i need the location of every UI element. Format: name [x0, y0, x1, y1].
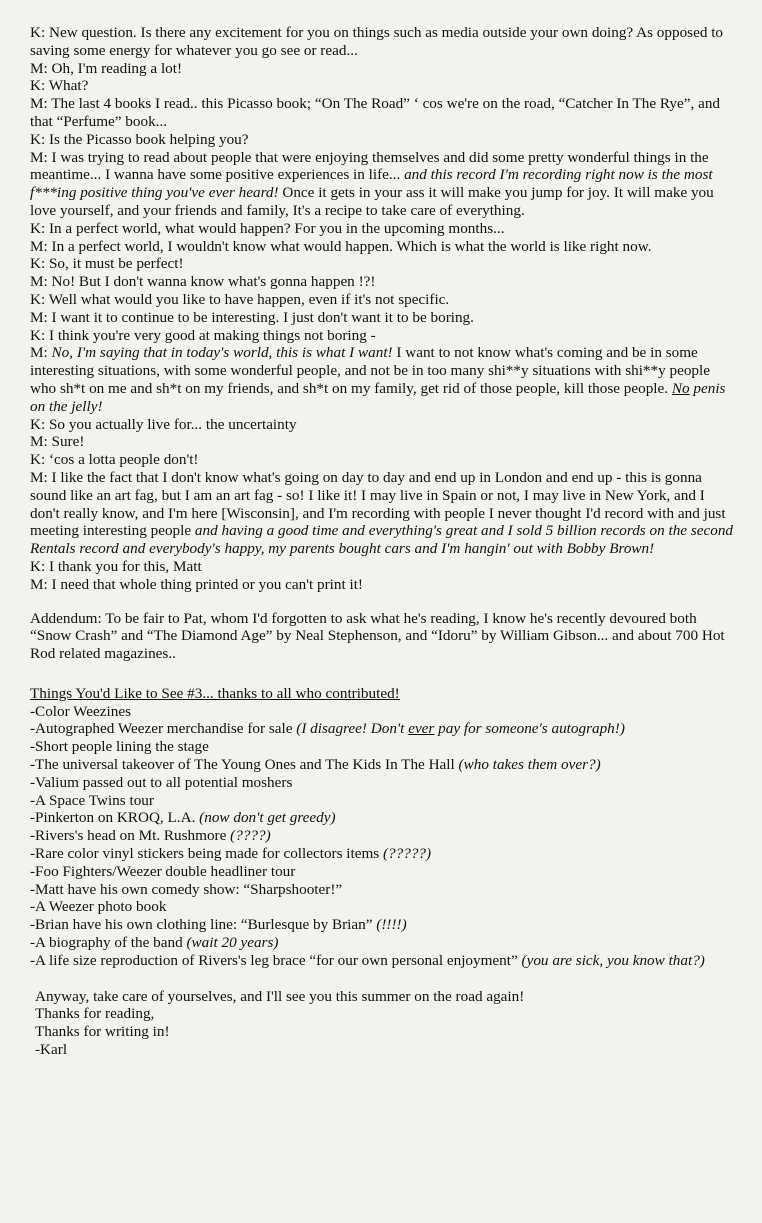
interview-line: [30, 469, 734, 558]
text-segment: -Autographed Weezer merchandise for sale: [30, 720, 297, 738]
signature: -Karl: [35, 1041, 68, 1059]
text-segment: -Brian have his own clothing line: “Burlesque by Brian”: [30, 916, 377, 934]
things-list-item: [30, 774, 734, 792]
text-segment: (who takes them over?): [458, 756, 601, 774]
things-list-item: [30, 898, 734, 916]
text-segment: K: ‘cos a lotta people don't!: [30, 451, 199, 469]
things-list-item: [30, 792, 734, 810]
text-segment: -A biography of the band: [30, 934, 187, 952]
text-segment: (you are sick, you know that?): [521, 951, 705, 969]
text-segment: -The universal takeover of The Young Ones and The Kids In The Hall: [30, 756, 459, 774]
text-segment: Once it gets in your ass it will make you jump for joy. It will make you love yourself, and your friends and family, It's a recipe to take care of everything.: [30, 184, 714, 219]
text-segment: K: Well what would you like to have happen, even if it's not specific.: [30, 290, 450, 308]
text-segment: M:: [30, 344, 52, 362]
text-segment: -Short people lining the stage: [30, 738, 209, 756]
text-segment: (now don't get greedy): [199, 809, 336, 827]
text-segment: M: Sure!: [30, 433, 85, 451]
things-list-item: [30, 916, 734, 934]
interview-line: [30, 451, 734, 469]
interview-transcript: [30, 24, 734, 594]
text-segment: and having a good time and everything's great and I sold 5 billion records on the second Rentals record and everybody's happy, my parents bought cars and I'm hangin' out with Bobby Brown!: [30, 522, 734, 558]
text-segment: (????): [230, 827, 271, 845]
interview-line: [30, 327, 734, 345]
closing-line: Thanks for reading,: [35, 1005, 155, 1023]
text-segment: (!!!!): [376, 916, 407, 934]
text-segment: -A life size reproduction of Rivers's leg brace “for our own personal enjoyment”: [30, 951, 522, 969]
text-segment: K: New question. Is there any excitement for you on things such as media outside your own doing? As opposed to saving some energy for whatever you go see or read...: [30, 24, 724, 59]
interview-line: [30, 433, 734, 451]
text-segment: penis on the jelly!: [30, 379, 726, 415]
things-list-item: [30, 738, 734, 756]
text-segment: K: In a perfect world, what would happen? For you in the upcoming months...: [30, 219, 505, 237]
interview-line: [30, 416, 734, 434]
things-list-item: [30, 809, 734, 827]
things-list-item: [30, 881, 734, 899]
text-segment: (wait 20 years): [186, 934, 279, 952]
text-segment: No, I'm saying that in today's world, this is what I want!: [51, 344, 393, 362]
interview-line: [30, 344, 734, 415]
interview-line: [30, 273, 734, 291]
text-segment: M: Oh, I'm reading a lot!: [30, 59, 183, 77]
text-segment: -Pinkerton on KROQ, L.A.: [30, 809, 200, 827]
text-segment: -Matt have his own comedy show: “Sharpshooter!”: [30, 880, 343, 898]
text-segment: No: [671, 379, 690, 397]
text-segment: M: The last 4 books I read.. this Picasso book; “On The Road” ‘ cos we're on the road, “Catcher In The Rye”, and that “Perfume” book...: [30, 95, 721, 130]
addendum-paragraph: Addendum: To be fair to Pat, whom I'd forgotten to ask what he's reading, I know he's recently devoured both “Snow Crash” and “The Diamond Age” by Neal Stephenson, and “Idoru” by William Gibson... and about 700 Hot Rod related magazines..: [30, 609, 725, 663]
things-list-item: [30, 720, 734, 738]
interview-line: [30, 576, 734, 594]
text-segment: K: I thank you for this, Matt: [30, 557, 202, 575]
things-list-item: [30, 827, 734, 845]
interview-line: [30, 309, 734, 327]
text-segment: M: In a perfect world, I wouldn't know what would happen. Which is what the world is like right now.: [30, 237, 652, 255]
text-segment: (I disagree! Don't: [296, 720, 409, 738]
things-list-item: [30, 863, 734, 881]
things-list-item: [30, 845, 734, 863]
things-list-title: Things You'd Like to See #3... thanks to all who contributed!: [30, 684, 400, 702]
closing-block: [30, 988, 734, 1059]
interview-line: [30, 77, 734, 95]
text-segment: I want to not know what's coming and be in some interesting situations, with some wonderful people, and not be in too many shi**y situations with shi**y people who sh*t on me and sh*t on my friends, and sh*t on my family, get rid of those people, kill those people.: [30, 344, 710, 397]
interview-line: [30, 255, 734, 273]
text-segment: M: I need that whole thing printed or you can't print it!: [30, 575, 363, 593]
text-segment: (?????): [383, 845, 432, 863]
text-segment: K: Is the Picasso book helping you?: [30, 130, 249, 148]
interview-line: [30, 149, 734, 220]
things-list-item: [30, 756, 734, 774]
interview-line: [30, 95, 734, 131]
text-segment: K: I think you're very good at making things not boring -: [30, 326, 376, 344]
text-segment: -Rivers's head on Mt. Rushmore: [30, 827, 231, 845]
interview-line: [30, 60, 734, 78]
interview-line: [30, 238, 734, 256]
interview-line: [30, 220, 734, 238]
things-list: [30, 703, 734, 970]
text-segment: -A Space Twins tour: [30, 791, 154, 809]
text-segment: ever: [408, 720, 435, 738]
text-segment: M: No! But I don't wanna know what's gonna happen !?!: [30, 273, 376, 291]
interview-line: [30, 131, 734, 149]
closing-line: Thanks for writing in!: [35, 1023, 170, 1041]
interview-line: [30, 558, 734, 576]
text-segment: M: I was trying to read about people that were enjoying themselves and did some pretty wonderful things in the meantime... I wanna have some positive experiences in life...: [30, 148, 709, 184]
text-segment: -Color Weezines: [30, 702, 131, 720]
closing-line: Anyway, take care of yourselves, and I'll see you this summer on the road again!: [35, 987, 525, 1005]
text-segment: M: I want it to continue to be interesting. I just don't want it to be boring.: [30, 308, 474, 326]
interview-line: [30, 24, 734, 60]
things-list-item: [30, 934, 734, 952]
text-segment: K: So, it must be perfect!: [30, 255, 184, 273]
things-list-item: [30, 703, 734, 721]
text-segment: K: What?: [30, 77, 89, 95]
text-segment: M: I like the fact that I don't know what's going on day to day and end up in London and end up - this is gonna sound like an art fag, but I am an art fag - so! I like it! I may live in Spain or not, I may live in New York, and I don't really know, and I'm here [Wisconsin], and I'm recording with people I never thought I'd record with and just meeting interesting people: [30, 468, 726, 540]
text-segment: -A Weezer photo book: [30, 898, 167, 916]
text-segment: and this record I'm recording right now is the most f***ing positive thing you've ever heard!: [30, 166, 713, 202]
interview-line: [30, 291, 734, 309]
text-segment: -Rare color vinyl stickers being made for collectors items: [30, 845, 383, 863]
text-segment: -Valium passed out to all potential moshers: [30, 773, 293, 791]
text-segment: -Foo Fighters/Weezer double headliner tour: [30, 862, 296, 880]
text-segment: pay for someone's autograph!): [434, 720, 625, 738]
text-segment: K: So you actually live for... the uncertainty: [30, 415, 297, 433]
things-list-item: [30, 952, 734, 970]
